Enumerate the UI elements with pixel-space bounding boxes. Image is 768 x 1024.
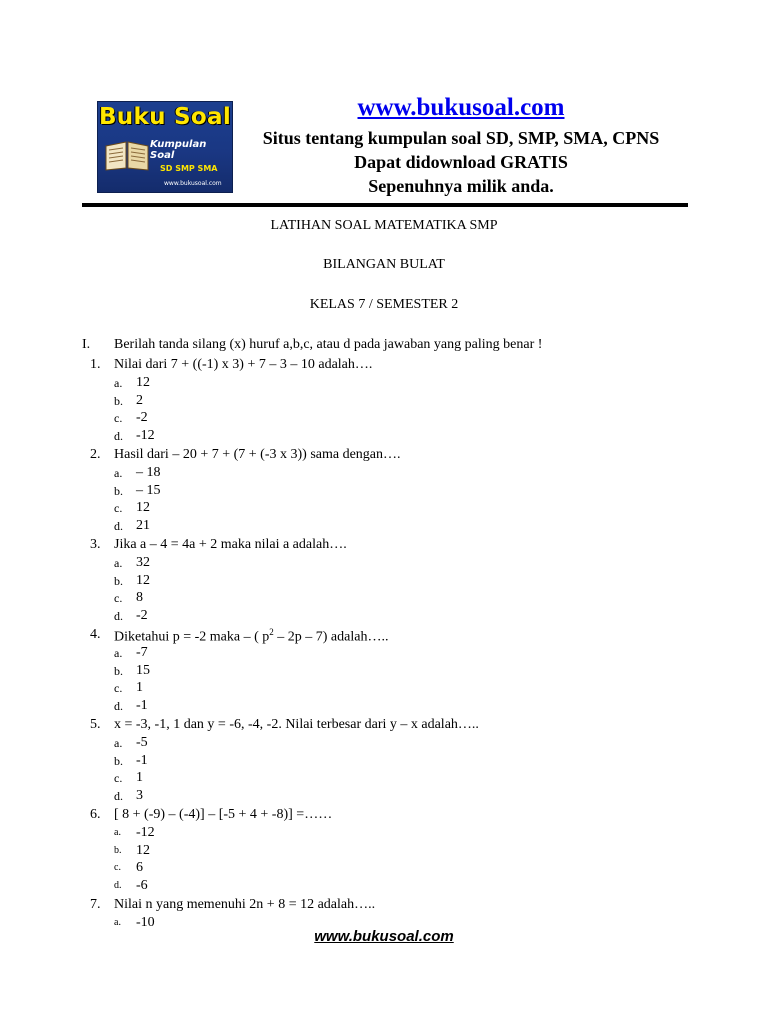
header-line-3: Sepenuhnya milik anda.: [368, 176, 554, 196]
logo-levels: SD SMP SMA: [160, 164, 218, 173]
option-letter: b.: [114, 573, 123, 588]
option-value: -2: [136, 410, 148, 426]
option-letter: b.: [114, 844, 122, 856]
logo-subtitle: Kumpulan Soal: [150, 139, 207, 161]
section-number: I.: [82, 337, 91, 352]
option-letter: b.: [114, 483, 123, 498]
option-value: – 15: [136, 482, 161, 498]
option-value: -12: [136, 825, 155, 840]
option-value: 2: [136, 392, 143, 408]
option-letter: b.: [114, 753, 123, 768]
option-value: 8: [136, 590, 143, 606]
option-letter: a.: [114, 556, 123, 570]
question-text: Hasil dari – 20 + 7 + (7 + (-3 x 3)) sama dengan….: [114, 447, 401, 462]
document-title: LATIHAN SOAL MATEMATIKA SMP: [270, 218, 498, 233]
option-value: -6: [136, 878, 148, 894]
option-value: -5: [136, 735, 148, 750]
option-value: -1: [136, 698, 148, 714]
option-value: 15: [136, 662, 150, 678]
option-value: 12: [136, 500, 150, 516]
header-line-2: Dapat didownload GRATIS: [354, 152, 568, 172]
header-link[interactable]: www.bukusoal.com: [357, 94, 565, 121]
option-letter: d.: [114, 609, 123, 624]
question-number: 4.: [90, 627, 101, 642]
question-number: 6.: [90, 807, 101, 822]
option-letter: a.: [114, 827, 121, 838]
option-letter: c.: [114, 681, 123, 696]
question-text: [ 8 + (-9) – (-4)] – [-5 + 4 + -8)] =……: [114, 807, 333, 822]
option-letter: c.: [114, 501, 123, 516]
header-line-1: Situs tentang kumpulan soal SD, SMP, SMA, CPNS: [262, 128, 660, 148]
logo-brand-text: Buku Soal: [98, 104, 232, 130]
option-letter: c.: [114, 862, 121, 874]
option-letter: a.: [114, 646, 123, 660]
option-value: -10: [136, 915, 155, 930]
option-letter: d.: [114, 519, 123, 534]
section-instruction: Berilah tanda silang (x) huruf a,b,c, atau d pada jawaban yang paling benar !: [114, 337, 543, 352]
option-letter: c.: [114, 771, 123, 786]
option-value: 12: [136, 572, 150, 588]
option-letter: d.: [114, 699, 123, 714]
document-class: KELAS 7 / SEMESTER 2: [309, 297, 459, 312]
option-value: -12: [136, 428, 155, 444]
option-letter: d.: [114, 429, 123, 444]
option-value: 1: [136, 680, 143, 696]
footer-link[interactable]: www.bukusoal.com: [314, 928, 454, 945]
option-letter: c.: [114, 591, 123, 606]
option-value: 12: [136, 842, 150, 858]
option-value: 12: [136, 375, 150, 390]
option-value: 1: [136, 770, 143, 786]
question-number: 7.: [90, 897, 101, 912]
option-letter: a.: [114, 466, 123, 480]
header-divider: [82, 203, 688, 207]
option-letter: a.: [114, 376, 123, 390]
option-value: -7: [136, 645, 148, 660]
option-letter: c.: [114, 411, 123, 426]
question-text: Nilai dari 7 + ((-1) x 3) + 7 – 3 – 10 adalah….: [114, 357, 373, 372]
logo-url: www.bukusoal.com: [164, 180, 222, 187]
question-number: 2.: [90, 447, 101, 462]
question-text: Jika a – 4 = 4a + 2 maka nilai a adalah….: [114, 537, 347, 552]
option-letter: a.: [114, 736, 123, 750]
document-topic: BILANGAN BULAT: [323, 257, 445, 272]
option-value: 6: [136, 860, 143, 876]
site-logo: [97, 101, 233, 193]
question-number: 3.: [90, 537, 101, 552]
question-number: 1.: [90, 357, 101, 372]
question-text: x = -3, -1, 1 dan y = -6, -4, -2. Nilai terbesar dari y – x adalah…..: [114, 717, 479, 732]
option-letter: a.: [114, 917, 121, 928]
option-value: 3: [136, 788, 143, 804]
option-value: -2: [136, 608, 148, 624]
exponent: 2: [269, 627, 274, 637]
option-letter: d.: [114, 789, 123, 804]
option-letter: b.: [114, 663, 123, 678]
option-value: -1: [136, 752, 148, 768]
question-number: 5.: [90, 717, 101, 732]
option-value: – 18: [136, 465, 161, 480]
option-value: 32: [136, 555, 150, 570]
question-text: Nilai n yang memenuhi 2n + 8 = 12 adalah…..: [114, 897, 376, 912]
open-book-icon: [104, 138, 150, 172]
question-text: Diketahui p = -2 maka – ( $p^2 - 2p - 7$) adalah…..: [114, 627, 389, 645]
option-letter: b.: [114, 393, 123, 408]
option-value: 21: [136, 518, 150, 534]
option-letter: d.: [114, 880, 122, 892]
